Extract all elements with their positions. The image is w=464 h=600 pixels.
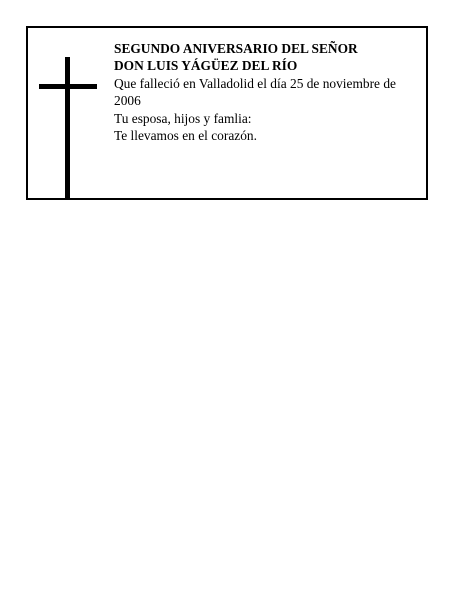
obituary-notice-box [26, 26, 428, 200]
cross-horizontal-bar [39, 84, 97, 89]
notice-title-line-2: DON LUIS YÁGÜEZ DEL RÍO [114, 58, 298, 73]
notice-title-line-1: SEGUNDO ANIVERSARIO DEL SEÑOR [114, 41, 358, 56]
notice-family-line: Tu esposa, hijos y famlia: [114, 111, 252, 126]
cross-vertical-bar [65, 57, 70, 199]
notice-dedication-line: Te llevamos en el corazón. [114, 128, 257, 143]
notice-text-block [114, 40, 416, 144]
notice-death-details: Que falleció en Valladolid el día 25 de noviembre de 2006 [114, 76, 396, 108]
